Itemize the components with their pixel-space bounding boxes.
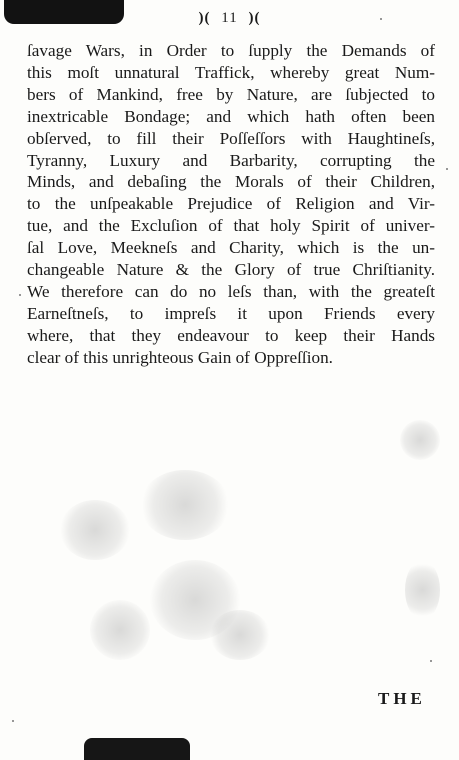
stain-mark [405, 560, 440, 620]
catchword: THE [378, 689, 426, 708]
stain-mark [400, 420, 440, 460]
stain-mark [90, 600, 150, 660]
stain-mark [60, 500, 130, 560]
text-line: changeable Nature & the Glory of true Chriſtianity. [27, 260, 435, 280]
page-header [0, 8, 459, 28]
text-line: this moſt unnatural Traffick, whereby great Num- [27, 62, 435, 82]
text-line: clear of this unrighteous Gain of Oppreſſion. [27, 347, 333, 367]
binding-clip-bottom [84, 738, 190, 760]
text-line: ſal Love, Meekneſs and Charity, which is the un- [27, 238, 435, 258]
text-line: obſerved, to fill their Poſſeſſors with Haughtineſs, [27, 128, 435, 148]
text-line: inextricable Bondage; and which hath often been [27, 106, 435, 126]
text-line: where, that they endeavour to keep their Hands [27, 325, 435, 345]
stain-mark [210, 610, 270, 660]
text-line: We therefore can do no leſs than, with the greateſt [27, 281, 435, 301]
text-line: tue, and the Excluſion of that holy Spirit of univer- [27, 216, 435, 236]
text-line: ſavage Wars, in Order to ſupply the Demands of [27, 41, 435, 60]
text-line: Tyranny, Luxury and Barbarity, corrupting the [27, 150, 435, 170]
text-line: bers of Mankind, free by Nature, are ſubjected to [27, 84, 435, 104]
text-line: Minds, and debaſing the Morals of their Children, [27, 172, 435, 192]
stain-mark [140, 470, 230, 540]
text-line: to the unſpeakable Prejudice of Religion and Vir- [27, 194, 435, 214]
ornament-left: )( [198, 10, 211, 26]
body-text [27, 40, 435, 369]
page-number: 11 [221, 10, 238, 26]
speck [19, 294, 21, 296]
speck [12, 720, 14, 722]
ornament-right: )( [248, 10, 261, 26]
speck [446, 168, 448, 170]
speck [430, 660, 432, 662]
text-line: Earneſtneſs, to impreſs it upon Friends every [27, 303, 435, 323]
